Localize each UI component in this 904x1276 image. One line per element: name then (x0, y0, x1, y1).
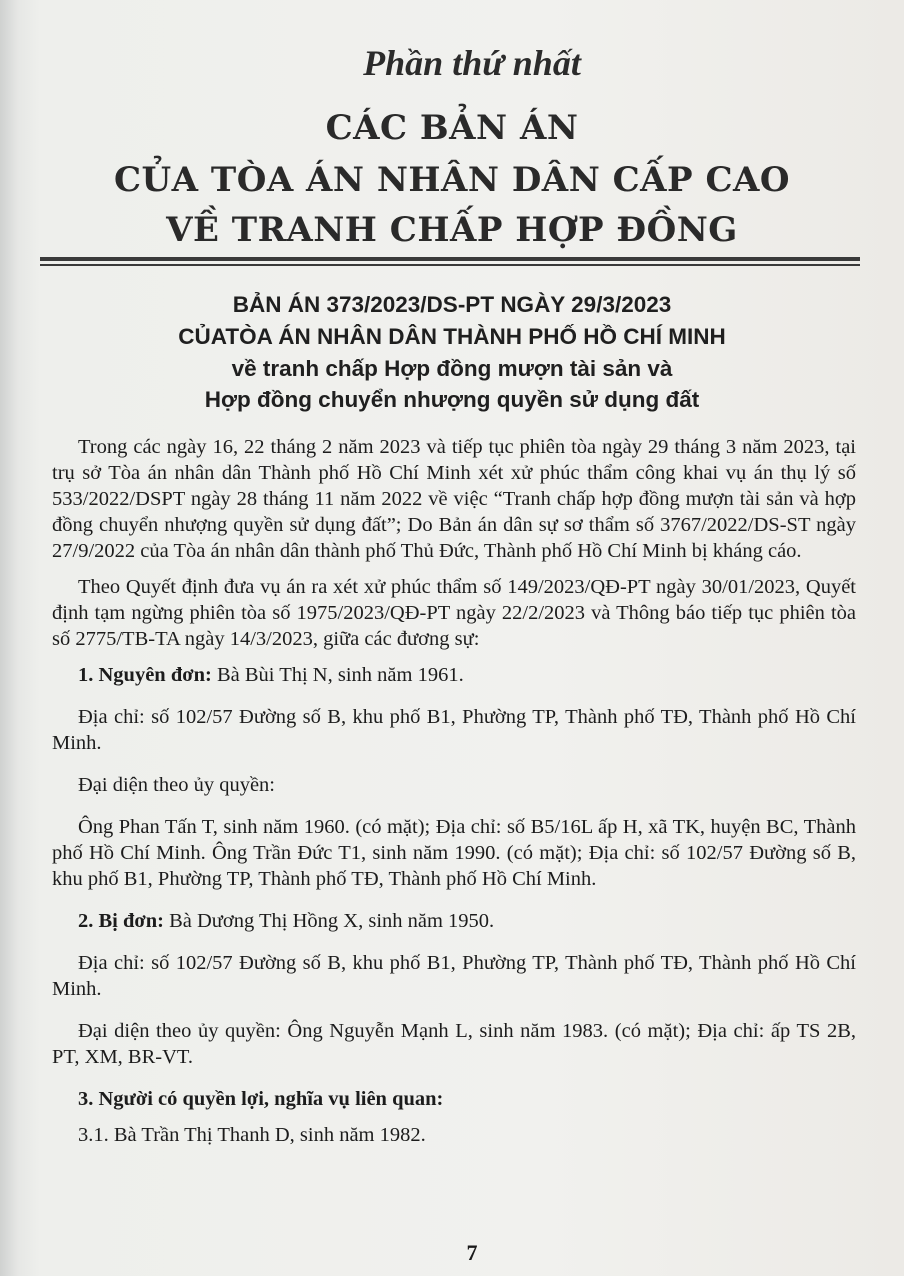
related-parties-label: 3. Người có quyền lợi, nghĩa vụ liên quan: (78, 1088, 444, 1110)
related-party-1: 3.1. Bà Trần Thị Thanh D, sinh năm 1982. (78, 1124, 426, 1146)
defendant-representative: Đại diện theo ủy quyền: Ông Nguyễn Mạnh L, sinh năm 1983. (có mặt); Địa chỉ: ấp TS 2B, PT, XM, BR-VT. (52, 1020, 856, 1068)
plaintiff-name: Bà Bùi Thị N, sinh năm 1961. (211, 664, 464, 686)
defendant-name: Bà Dương Thị Hồng X, sinh năm 1950. (163, 910, 495, 932)
plaintiff-label: 1. Nguyên đơn: (78, 664, 212, 686)
main-title-line-1: CÁC BẢN ÁN (325, 108, 579, 148)
paragraph-decision: Theo Quyết định đưa vụ án ra xét xử phúc thẩm số 149/2023/QĐ-PT ngày 30/01/2023, Quyết định tạm ngừng phiên tòa số 1975/2023/QĐ-PT ngày 22/2/2023 và Thông báo tiếp tục phiên tòa số 2775/TB-TA ngày 14/3/2023, giữa các đương sự: (52, 576, 856, 650)
main-title-line-3: VỀ TRANH CHẤP HỢP ĐỒNG (166, 210, 738, 250)
case-heading-line-4: Hợp đồng chuyển nhượng quyền sử dụng đất (204, 387, 700, 412)
case-heading-line-1: BẢN ÁN 373/2023/DS-PT NGÀY 29/3/2023 (232, 292, 672, 317)
defendant-line (52, 908, 856, 934)
plaintiff-line (52, 662, 856, 688)
plaintiff-address: Địa chỉ: số 102/57 Đường số B, khu phố B1, Phường TP, Thành phố TĐ, Thành phố Hồ Chí Minh. (52, 706, 856, 754)
plaintiff-rep-label: Đại diện theo ủy quyền: (78, 774, 275, 796)
plaintiff-representatives: Ông Phan Tấn T, sinh năm 1960. (có mặt); Địa chỉ: số B5/16L ấp H, xã TK, huyện BC, Thành phố Hồ Chí Minh. Ông Trần Đức T1, sinh năm 1990. (có mặt); Địa chỉ: số 102/57 Đường số B, khu phố B1, Phường TP, Thành phố TĐ, Thành phố Hồ Chí Minh. (52, 816, 856, 890)
defendant-address: Địa chỉ: số 102/57 Đường số B, khu phố B1, Phường TP, Thành phố TĐ, Thành phố Hồ Chí Minh. (52, 952, 856, 1000)
related-parties-heading (52, 1086, 856, 1112)
page-number: 7 (466, 1240, 478, 1265)
double-rule-divider (40, 257, 860, 269)
case-heading-line-3: về tranh chấp Hợp đồng mượn tài sản và (231, 356, 673, 381)
main-title-line-2: CỦA TÒA ÁN NHÂN DÂN CẤP CAO (113, 160, 791, 200)
defendant-label: 2. Bị đơn: (78, 910, 164, 932)
paragraph-hearing: Trong các ngày 16, 22 tháng 2 năm 2023 và tiếp tục phiên tòa ngày 29 tháng 3 năm 2023, tại trụ sở Tòa án nhân dân Thành phố Hồ Chí Minh xét xử phúc thẩm công khai vụ án thụ lý số 533/2022/DSPT ngày 28 tháng 11 năm 2022 về việc “Tranh chấp hợp đồng mượn tài sản và hợp đồng chuyển nhượng quyền sử dụng đất”; Do Bản án dân sự sơ thẩm số 3767/2022/DS-ST ngày 27/9/2022 của Tòa án nhân dân thành phố Thủ Đức, Thành phố Hồ Chí Minh bị kháng cáo. (52, 436, 856, 562)
part-title: Phần thứ nhất (363, 43, 581, 83)
case-heading-line-2: CỦATÒA ÁN NHÂN DÂN THÀNH PHỐ HỒ CHÍ MINH (178, 324, 726, 349)
body-text (52, 434, 856, 1148)
